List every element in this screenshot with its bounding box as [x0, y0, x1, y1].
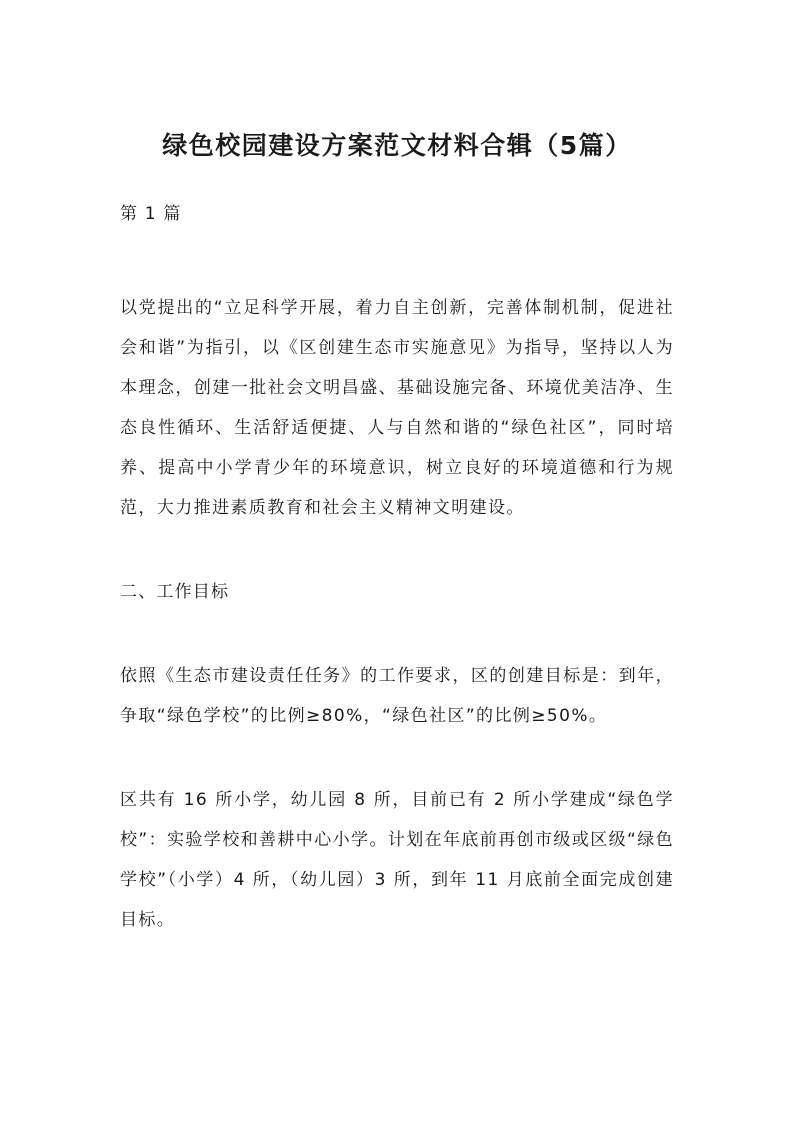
section-heading-work-goals: 二、工作目标 [120, 582, 230, 602]
paragraph-creation-targets: 依照《生态市建设责任任务》的工作要求，区的创建目标是：到年，争取“绿色学校”的比例≥80%，“绿色社区”的比例≥50%。 [120, 666, 674, 726]
paragraph-school-plan: 区共有 16 所小学，幼儿园 8 所，目前已有 2 所小学建成“绿色学校”：实验学校和善耕中心小学。计划在年底前再创市级或区级“绿色学校”（小学）4 所，（幼儿园）3 所，到年 11 月底前全面完成创建目标。 [120, 790, 675, 930]
paragraph-guiding-principle: 以党提出的“立足科学开展，着力自主创新，完善体制机制，促进社会和谐”为指引，以《区创建生态市实施意见》为指导，坚持以人为本理念，创建一批社会文明昌盛、基础设施完备、环境优美洁净、生态良性循环、生活舒适便捷、人与自然和谐的“绿色社区”，同时培养、提高中小学青少年的环境意识，树立良好的环境道德和行为规范，大力推进素质教育和社会主义精神文明建设。 [120, 298, 674, 518]
part-label: 第 1 篇 [120, 204, 182, 224]
document-title: 绿色校园建设方案范文材料合辑（5篇） [162, 131, 632, 160]
